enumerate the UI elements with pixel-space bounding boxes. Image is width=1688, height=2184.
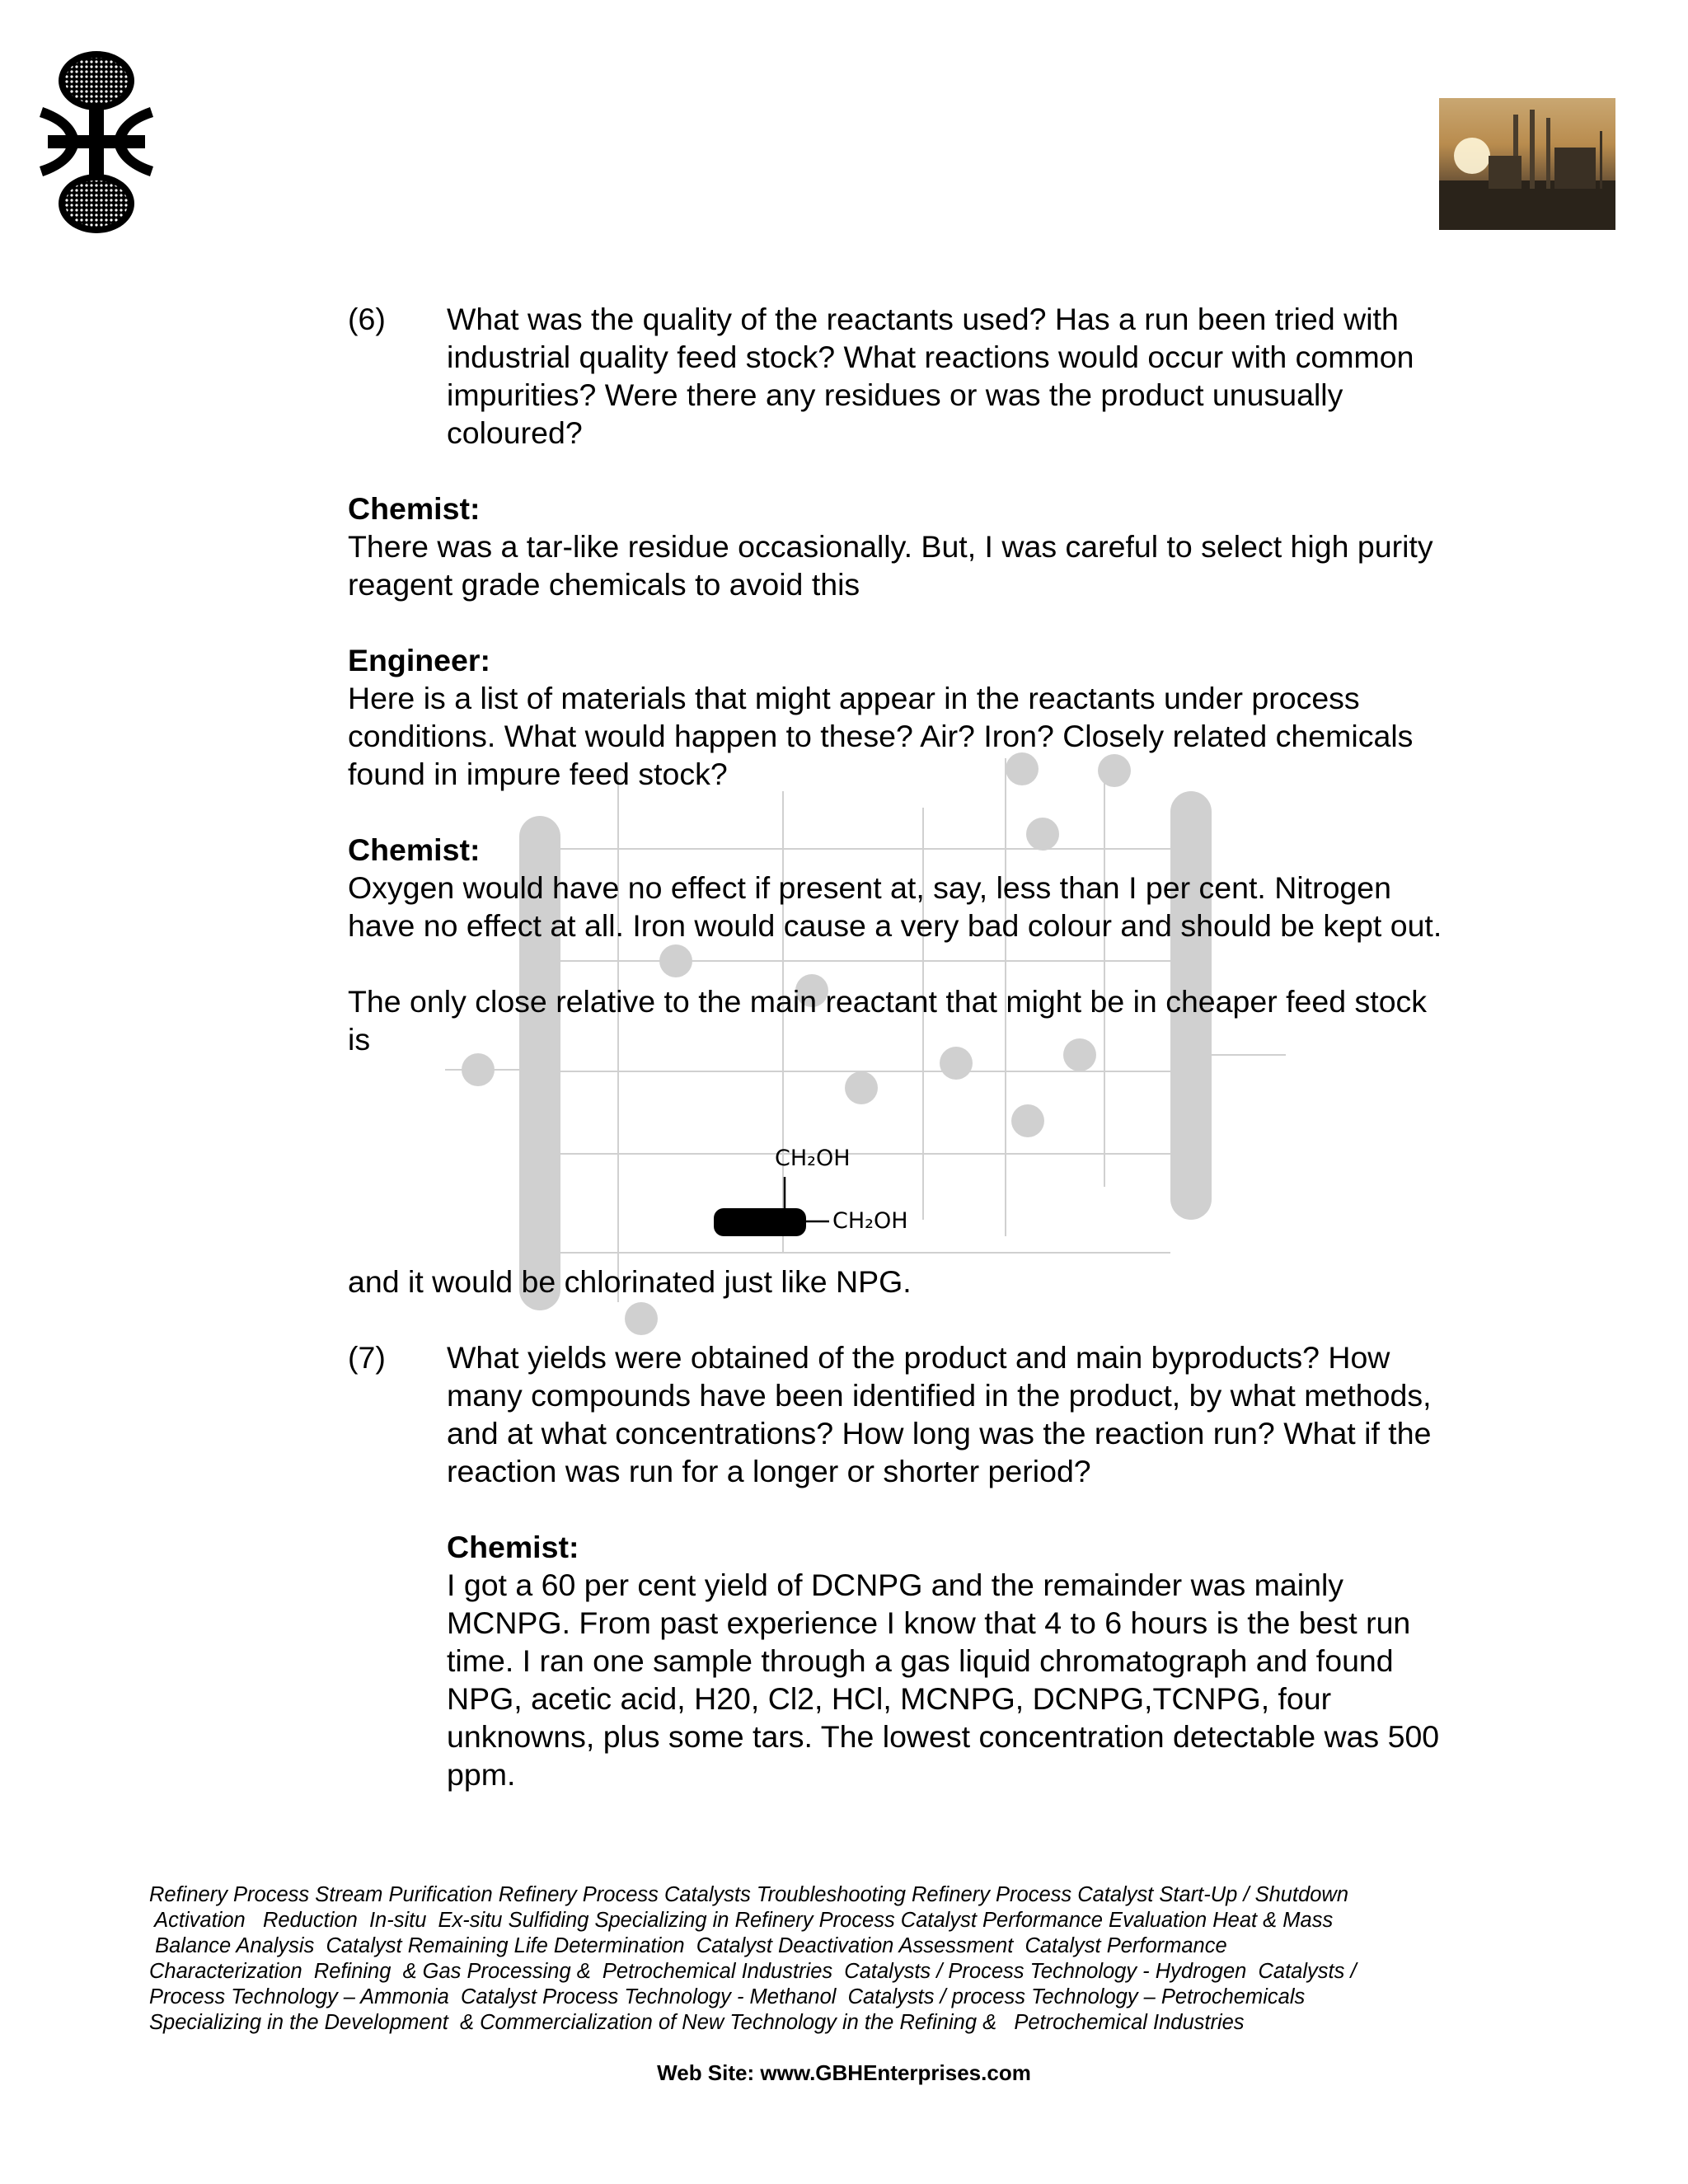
refinery-photo	[1439, 98, 1615, 230]
chemical-structure	[709, 1137, 923, 1253]
chemist-answer-2	[348, 831, 1444, 1058]
footer-website-link[interactable]: Web Site: www.GBHEnterprises.com	[657, 2060, 1031, 2085]
company-logo	[35, 49, 158, 235]
footer-line: Activation Reduction In-situ Ex-situ Sulfiding Specializing in Refinery Process Catalyst Performance Evaluation Heat & Mass	[149, 1909, 1334, 1932]
footer-line: Refinery Process Stream Purification Refinery Process Catalysts Troubleshooting Refinery Process Catalyst Start-Up / Shutdown	[149, 1883, 1349, 1906]
chemist-answer-3	[447, 1528, 1452, 1793]
question-6-text: What was the quality of the reactants used? Has a run been tried with industrial quality feed stock? What reactions would occur with common impurities? Were there any residues or was the product unusually coloured?	[447, 302, 1414, 450]
question-6-number: (6)	[348, 302, 386, 336]
answer-text: There was a tar-like residue occasionally. But, I was careful to select high purity reagent grade chemicals to avoid this	[348, 529, 1433, 602]
speaker-label: Chemist:	[348, 491, 481, 526]
answer-paragraph-1: Oxygen would have no effect if present at, say, less than I per cent. Nitrogen have no effect at all. Iron would cause a very bad colour and should be kept out.	[348, 870, 1442, 943]
answer-text: I got a 60 per cent yield of DCNPG and the remainder was mainly MCNPG. From past experience I know that 4 to 6 hours is the best run time. I ran one sample through a gas liquid chromatograph and found NPG, acetic acid, H20, Cl2, HCl, MCNPG, DCNPG,TCNPG, four unknowns, plus some tars. The lowest concentration detectable was 500 ppm.	[447, 1568, 1440, 1792]
speaker-label: Engineer:	[348, 643, 490, 677]
speaker-label: Chemist:	[348, 832, 481, 867]
structure-followup-text: and it would be chlorinated just like NPG.	[348, 1264, 912, 1299]
footer-services-text	[149, 1882, 1468, 2036]
footer-line: Balance Analysis Catalyst Remaining Life Determination Catalyst Deactivation Assessment Catalyst Performance	[149, 1934, 1227, 1957]
engineer-comment	[348, 641, 1444, 793]
chemist-answer-1	[348, 490, 1444, 603]
redacted-group-shape	[714, 1208, 806, 1236]
footer-line: Process Technology – Ammonia Catalyst Process Technology - Methanol Catalysts / process Technology – Petrochemicals	[149, 1985, 1306, 2008]
question-7-number: (7)	[348, 1340, 386, 1375]
footer-line: Characterization Refining & Gas Processing & Petrochemical Industries Catalysts / Process Technology - Hydrogen Catalysts /	[149, 1960, 1357, 1983]
question-7-text: What yields were obtained of the product and main byproducts? How many compounds have been identified in the product, by what methods, and at what concentrations? How long was the reaction run? What if the reaction was run for a longer or shorter period?	[447, 1340, 1432, 1488]
answer-paragraph-2: The only close relative to the main reactant that might be in cheaper feed stock is	[348, 984, 1428, 1057]
substituent-top: CH₂OH	[775, 1146, 851, 1171]
footer-line: Specializing in the Development & Commercialization of New Technology in the Refining & Petrochemical Industries	[149, 2011, 1245, 2034]
speaker-label: Chemist:	[447, 1530, 579, 1564]
comment-text: Here is a list of materials that might appear in the reactants under process conditions. What would happen to these? Air? Iron? Closely related chemicals found in impure feed stock?	[348, 681, 1414, 791]
substituent-right: CH₂OH	[832, 1208, 908, 1234]
